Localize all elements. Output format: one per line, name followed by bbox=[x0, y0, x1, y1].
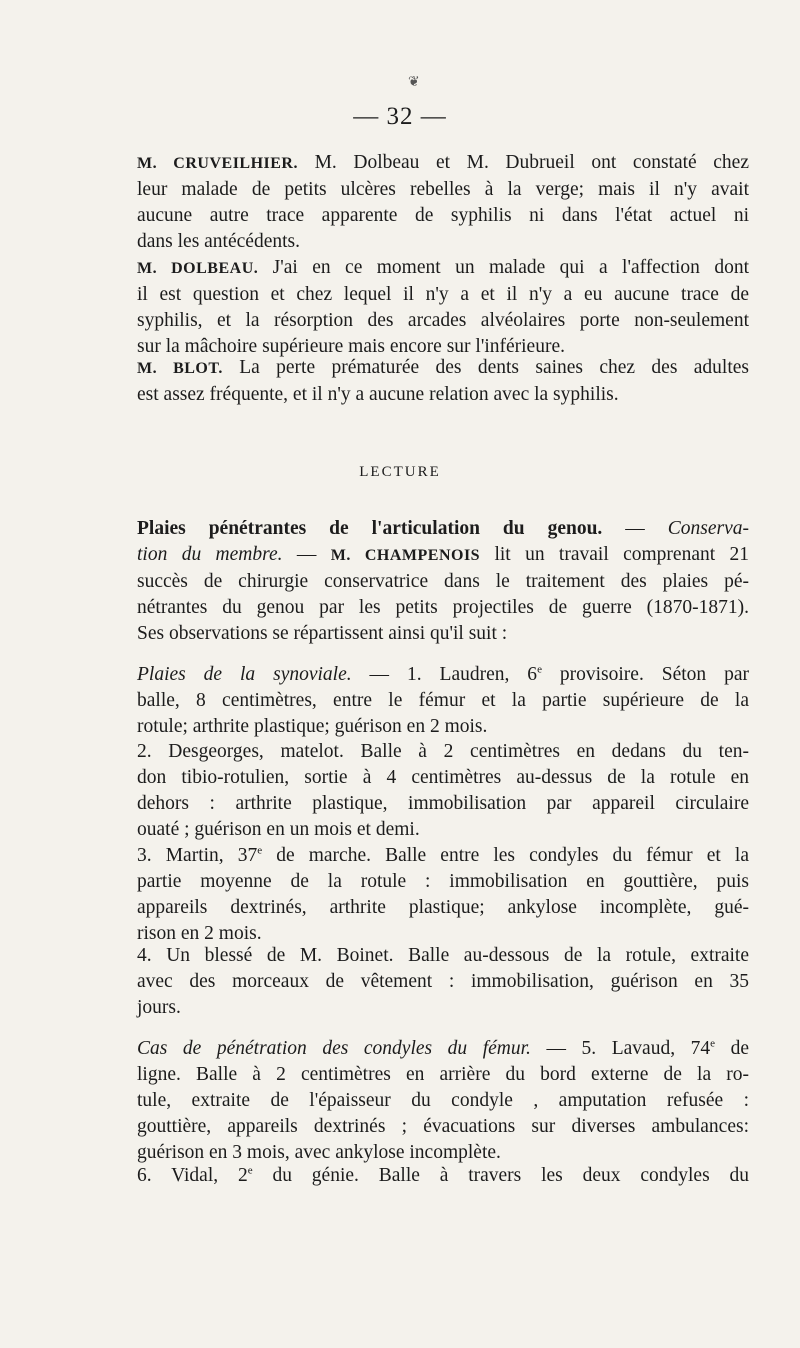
text-line: guérison en 3 mois, avec ankylose incomplète. bbox=[137, 1142, 501, 1163]
paragraph-case-5 bbox=[137, 1036, 749, 1166]
paragraph-dolbeau bbox=[137, 255, 749, 360]
text-span: provisoire. Séton par bbox=[541, 664, 749, 685]
paragraph-cruveilhier bbox=[137, 150, 749, 255]
speaker-name: M. DOLBEAU. bbox=[137, 260, 259, 277]
paragraph-case-1 bbox=[137, 662, 749, 740]
text-line: dans les antécédents. bbox=[137, 231, 300, 252]
text-span: 3. Martin, 37 bbox=[137, 845, 258, 866]
speaker-name: M. CHAMPENOIS bbox=[330, 547, 481, 564]
text-line bbox=[137, 516, 749, 542]
text-span: Conserva- bbox=[667, 518, 749, 539]
superscript: e bbox=[537, 663, 542, 676]
paragraph-case-2 bbox=[137, 739, 749, 843]
text-line bbox=[137, 542, 749, 569]
text-line: est assez fréquente, et il n'y a aucune relation avec la syphilis. bbox=[137, 384, 619, 405]
text-line: dehors : arthrite plastique, immobilisation par appareil circulaire bbox=[137, 793, 749, 814]
text-span: 6. Vidal, 2 bbox=[137, 1165, 248, 1186]
text-span: — bbox=[282, 544, 331, 565]
text-line bbox=[137, 1036, 749, 1062]
text-line: leur malade de petits ulcères rebelles à la verge; mais il n'y avait bbox=[137, 179, 749, 200]
text-line bbox=[137, 843, 749, 869]
printer-mark: ❦ bbox=[408, 75, 420, 90]
text-line bbox=[137, 1163, 749, 1189]
text-line: 2. Desgeorges, matelot. Balle à 2 centimètres en dedans du ten- bbox=[137, 741, 749, 762]
text-line: sur la mâchoire supérieure mais encore sur l'inférieure. bbox=[137, 336, 565, 357]
paragraph-blot bbox=[137, 355, 749, 408]
paragraph-lecture-intro bbox=[137, 516, 749, 647]
text-span: du génie. Balle à travers les deux condyles du bbox=[252, 1165, 749, 1186]
text-line bbox=[137, 150, 749, 177]
text-line: ligne. Balle à 2 centimètres en arrière du bord externe de la ro- bbox=[137, 1064, 749, 1085]
page-number: — 32 — bbox=[353, 103, 447, 130]
superscript: e bbox=[247, 1164, 253, 1177]
text-line: succès de chirurgie conservatrice dans le traitement des plaies pé- bbox=[137, 571, 749, 592]
text-span: de bbox=[715, 1038, 750, 1059]
text-span: — bbox=[602, 518, 668, 539]
text-line: tule, extraite de l'épaisseur du condyle , amputation refusée : bbox=[137, 1090, 749, 1111]
speaker-name: M. BLOT. bbox=[137, 360, 223, 377]
text-line: partie moyenne de la rotule : immobilisation en gouttière, puis bbox=[137, 871, 749, 892]
text-line: il est question et chez lequel il n'y a et il n'y a eu aucune trace de bbox=[137, 284, 749, 305]
text-span: Plaies de la synoviale. bbox=[137, 664, 352, 685]
text-line bbox=[137, 662, 749, 688]
text-line: appareils dextrinés, arthrite plastique; ankylose incomplète, gué- bbox=[137, 897, 749, 918]
text-line: syphilis, et la résorption des arcades alvéolaires porte non-seulement bbox=[137, 310, 749, 331]
text-line: nétrantes du genou par les petits projectiles de guerre (1870-1871). bbox=[137, 597, 749, 618]
text-line: 4. Un blessé de M. Boinet. Balle au-dessous de la rotule, extraite bbox=[137, 945, 749, 966]
text-line: aucune autre trace apparente de syphilis ni dans l'état actuel ni bbox=[137, 205, 749, 226]
text-span: — 5. Lavaud, 74 bbox=[530, 1038, 711, 1059]
paragraph-case-4 bbox=[137, 943, 749, 1021]
text-line: don tibio-rotulien, sortie à 4 centimètres au-dessus de la rotule en bbox=[137, 767, 749, 788]
paragraph-case-3 bbox=[137, 843, 749, 947]
article-title: Plaies pénétrantes de l'articulation du genou. bbox=[137, 518, 603, 539]
speaker-name: M. CRUVEILHIER. bbox=[137, 155, 298, 172]
text-span: tion du membre. bbox=[137, 544, 283, 565]
text-line: gouttière, appareils dextrinés ; évacuations sur diverses ambulances: bbox=[137, 1116, 749, 1137]
section-heading: LECTURE bbox=[359, 464, 441, 480]
text-line: rison en 2 mois. bbox=[137, 923, 262, 944]
text-line: jours. bbox=[137, 997, 181, 1018]
paragraph-case-6 bbox=[137, 1163, 749, 1189]
text-line: balle, 8 centimètres, entre le fémur et la partie supérieure de la bbox=[137, 690, 749, 711]
text-line bbox=[137, 355, 749, 382]
text-line: Ses observations se répartissent ainsi qu'il suit : bbox=[137, 623, 508, 644]
text-span: — 1. Laudren, 6 bbox=[351, 664, 538, 685]
text-span: J'ai en ce moment un malade qui a l'affection dont bbox=[258, 257, 749, 278]
text-span: La perte prématurée des dents saines chez des adultes bbox=[222, 357, 750, 378]
text-span: Cas de pénétration des condyles du fémur. bbox=[137, 1038, 531, 1059]
superscript: e bbox=[710, 1037, 716, 1050]
text-line bbox=[137, 255, 749, 282]
text-span: M. Dolbeau et M. Dubrueil ont constaté chez bbox=[298, 152, 749, 173]
text-span: de marche. Balle entre les condyles du fémur et la bbox=[262, 845, 749, 866]
text-line: rotule; arthrite plastique; guérison en 2 mois. bbox=[137, 716, 488, 737]
superscript: e bbox=[257, 844, 263, 857]
text-span: lit un travail comprenant 21 bbox=[480, 544, 750, 565]
text-line: ouaté ; guérison en un mois et demi. bbox=[137, 819, 420, 840]
text-line: avec des morceaux de vêtement : immobilisation, guérison en 35 bbox=[137, 971, 749, 992]
